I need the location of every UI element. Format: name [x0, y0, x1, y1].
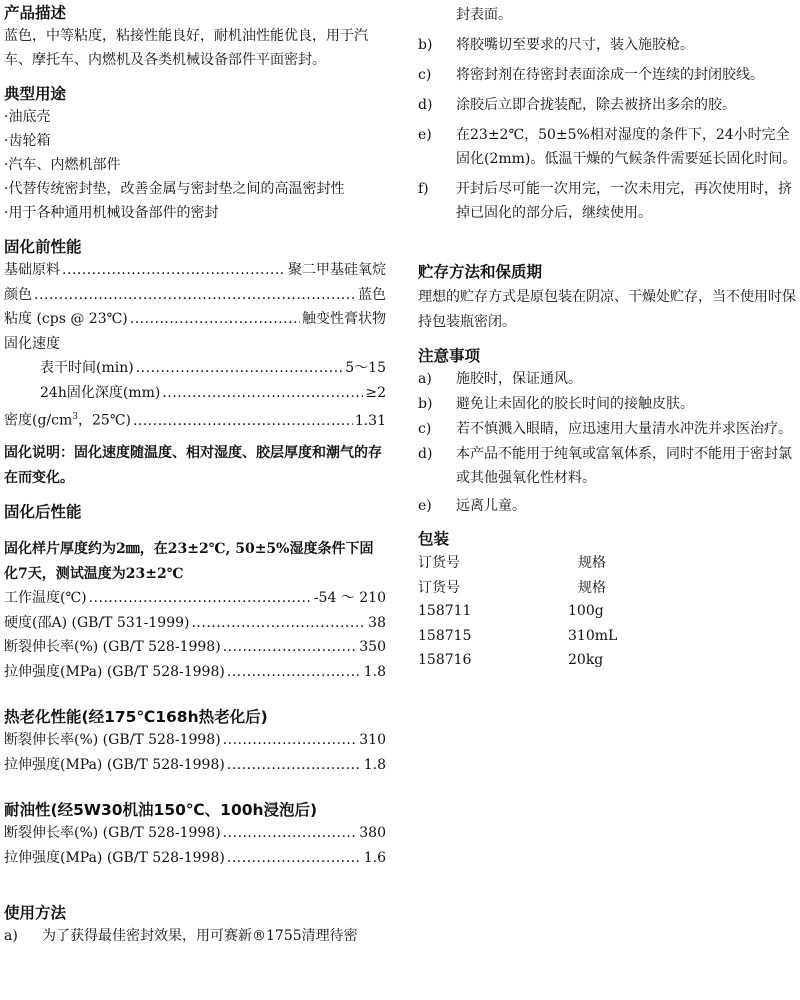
note-item — [418, 367, 798, 391]
property-label: 颜色 — [4, 286, 32, 303]
property-label: 拉伸强度(MPa) (GB/T 528-1998) — [4, 849, 225, 866]
spec-cell: 20kg — [568, 652, 604, 669]
leader-dots — [223, 635, 358, 660]
step-text: 为了获得最佳密封效果，用可赛新®1755清理待密 — [42, 928, 358, 945]
section-notes — [418, 345, 798, 518]
section-title: 注意事项 — [418, 347, 481, 365]
property-label: 基础原料 — [4, 262, 60, 278]
property-value: -54 ～ 210 — [313, 590, 386, 607]
leader-dots — [34, 283, 356, 308]
leader-dots — [227, 753, 362, 778]
usage-step — [418, 63, 798, 87]
use-item: ·齿轮箱 — [4, 133, 51, 149]
leader-dots — [133, 409, 353, 434]
section-uses — [4, 83, 386, 225]
density-label-tail: ，25℃) — [78, 412, 131, 429]
property-value: 聚二甲基硅氧烷 — [288, 262, 386, 278]
section-storage — [418, 261, 798, 335]
right-column — [418, 0, 798, 673]
step-marker: a) — [4, 928, 18, 945]
property-value: 38 — [368, 614, 386, 631]
order-code-cell: 订货号 — [418, 555, 460, 572]
step-text: 将密封剂在待密封表面涂成一个连续的封闭胶线。 — [456, 67, 764, 83]
note-item — [418, 442, 798, 490]
property-label: 断裂伸长率(%) (GB/T 528-1998) — [4, 825, 221, 842]
property-row — [4, 846, 386, 871]
section-title: 产品描述 — [4, 4, 67, 22]
property-row — [4, 381, 386, 406]
step-marker: f) — [418, 181, 429, 197]
property-row — [4, 821, 386, 846]
property-row — [4, 635, 386, 660]
section-pre-cure — [4, 236, 386, 491]
note-marker: e) — [418, 498, 432, 514]
section-heat-aging — [4, 706, 386, 777]
step-text: 在23±2℃，50±5%相对湿度的条件下，24小时完全固化(2mm)。低温干燥的气候条件需要延长固化时间。 — [456, 127, 797, 167]
leader-dots — [130, 307, 300, 332]
cure-speed-label: 固化速度 — [4, 335, 60, 352]
note-text: 若不慎溅入眼睛，应迅速用大量清水冲洗并求医治疗。 — [456, 421, 792, 437]
section-post-cure — [4, 501, 386, 684]
property-label: 断裂伸长率(%) (GB/T 528-1998) — [4, 732, 221, 749]
note-marker: b) — [418, 396, 433, 412]
order-code-cell: 158711 — [418, 603, 472, 620]
storage-text: 理想的贮存方式是原包装在阴凉、干燥处贮存，当不使用时保持包装瓶密闭。 — [418, 289, 796, 330]
property-label: 断裂伸长率(%) (GB/T 528-1998) — [4, 639, 221, 656]
property-row — [4, 660, 386, 685]
property-value: 1.6 — [363, 849, 386, 866]
note-item — [418, 392, 798, 416]
property-value: 310 — [359, 732, 386, 749]
leader-dots — [162, 381, 363, 406]
note-marker: d) — [418, 446, 433, 462]
property-label: 24h固化深度(mm) — [40, 384, 161, 401]
leader-dots — [227, 846, 362, 871]
usage-step — [4, 924, 386, 948]
table-row — [418, 575, 617, 600]
use-item: ·油底壳 — [4, 109, 51, 125]
property-row — [4, 307, 386, 332]
usage-step — [418, 177, 798, 225]
property-value: 5～15 — [345, 360, 386, 376]
leader-dots — [227, 660, 362, 685]
use-item: ·代替传统密封垫，改善金属与密封垫之间的高温密封性 — [4, 181, 345, 197]
property-row — [4, 405, 386, 433]
property-label: 拉伸强度(MPa) (GB/T 528-1998) — [4, 663, 225, 680]
spec-cell: 100g — [568, 603, 604, 620]
spec-cell: 规格 — [578, 555, 606, 572]
property-label: 拉伸强度(MPa) (GB/T 528-1998) — [4, 756, 225, 773]
note-item — [418, 417, 798, 441]
usage-step — [418, 93, 798, 117]
use-item: ·用于各种通用机械设备部件的密封 — [4, 205, 219, 221]
step-marker: c) — [418, 67, 432, 83]
use-item: ·汽车、内燃机部件 — [4, 157, 121, 173]
section-title: 包装 — [418, 530, 450, 548]
property-value: 380 — [359, 825, 386, 842]
step-text: 封表面。 — [456, 7, 512, 23]
cure-note: 固化说明：固化速度随温度、相对湿度、胶层厚度和潮气的存在而变化。 — [4, 445, 382, 487]
section-oil-resistance — [4, 799, 386, 870]
density-label-sup: 3 — [72, 412, 78, 422]
table-row — [418, 624, 617, 649]
leader-dots — [191, 611, 366, 636]
spec-cell: 规格 — [578, 579, 606, 596]
step-marker: e) — [418, 127, 432, 143]
note-text: 远离儿童。 — [456, 498, 526, 514]
section-title: 耐油性(经5W30机油150℃、100h浸泡后) — [4, 801, 318, 820]
order-code-cell: 158715 — [418, 627, 472, 644]
section-title: 固化后性能 — [4, 503, 82, 522]
property-label: 硬度(邵A) (GB/T 531-1999) — [4, 614, 190, 631]
table-row — [418, 550, 617, 575]
note-text: 本产品不能用于纯氧或富氧体系，同时不能用于密封氯或其他强氧化性材料。 — [456, 446, 792, 486]
property-value: 蓝色 — [358, 286, 386, 303]
step-text: 开封后尽可能一次用完，一次未用完，再次使用时，挤掉已固化的部分后，继续使用。 — [456, 181, 792, 221]
spec-cell: 310mL — [568, 627, 618, 644]
table-row — [418, 648, 617, 673]
property-label: 表干时间(min) — [40, 360, 134, 376]
step-marker: b) — [418, 37, 433, 53]
table-row — [418, 599, 617, 624]
property-value: ≥2 — [365, 384, 386, 401]
property-label: 工作温度(℃) — [4, 590, 87, 607]
section-description — [4, 2, 386, 72]
property-value: 1.31 — [354, 412, 386, 429]
property-value: 1.8 — [363, 756, 386, 773]
note-text: 施胶时，保证通风。 — [456, 371, 582, 387]
property-label: 粘度 (cps @ 23℃) — [4, 311, 128, 327]
usage-step — [418, 123, 798, 171]
section-title: 贮存方法和保质期 — [418, 263, 543, 281]
property-value: 350 — [359, 639, 386, 656]
usage-step — [418, 33, 798, 57]
order-code-cell: 订货号 — [418, 579, 460, 596]
note-marker: a) — [418, 371, 432, 387]
step-text: 将胶嘴切至要求的尺寸，装入施胶枪。 — [456, 37, 694, 53]
leader-dots — [223, 728, 358, 753]
property-row — [4, 356, 386, 381]
property-row — [4, 586, 386, 611]
property-value: 1.8 — [363, 663, 386, 680]
step-marker: d) — [418, 97, 433, 113]
note-marker: c) — [418, 421, 432, 437]
property-row — [4, 611, 386, 636]
leader-dots — [223, 821, 358, 846]
step-text: 涂胶后立即合拢装配，除去被挤出多余的胶。 — [456, 97, 736, 113]
section-usage — [4, 902, 386, 948]
leader-dots — [62, 258, 286, 283]
leader-dots — [136, 356, 344, 381]
section-title: 典型用途 — [4, 85, 67, 103]
leader-dots — [89, 586, 312, 611]
property-label — [4, 405, 131, 433]
usage-step-continued — [418, 3, 798, 27]
property-row — [4, 753, 386, 778]
note-text: 避免让未固化的胶长时间的接触皮肤。 — [456, 396, 694, 412]
packaging-table — [418, 550, 617, 673]
section-title: 固化前性能 — [4, 238, 82, 256]
section-title: 使用方法 — [4, 904, 67, 923]
property-row — [4, 728, 386, 753]
left-column — [4, 0, 386, 948]
note-item — [418, 494, 798, 518]
description-text: 蓝色，中等粘度，粘接性能良好，耐机油性能优良，用于汽车、摩托车、内燃机及各类机械设备部件平面密封。 — [4, 28, 368, 68]
section-title: 热老化性能(经175℃168h热老化后) — [4, 708, 268, 727]
test-condition: 固化样片厚度约为2㎜，在23±2℃, 50±5%湿度条件下固化7天，测试温度为23±2℃ — [4, 541, 374, 582]
density-label-main: 密度(g/cm — [4, 412, 73, 429]
property-value: 触变性膏状物 — [302, 311, 386, 327]
property-row — [4, 283, 386, 308]
property-row — [4, 258, 386, 283]
section-packaging — [418, 528, 798, 673]
order-code-cell: 158716 — [418, 652, 472, 669]
